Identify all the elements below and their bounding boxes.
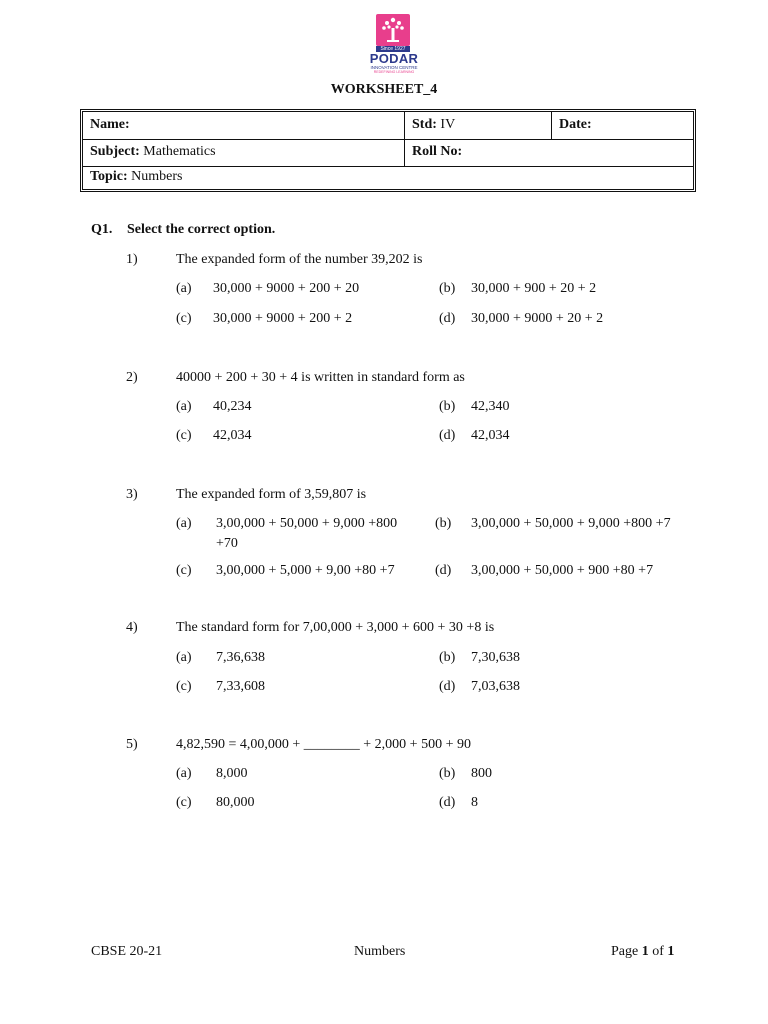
option-text: 800 (471, 766, 492, 781)
question-number: 4) (126, 620, 138, 635)
subject-label: Subject: (90, 144, 140, 159)
option-text: 42,034 (471, 428, 510, 443)
worksheet-title: WORKSHEET_4 (330, 82, 438, 97)
info-row-2 (83, 139, 693, 167)
question-number: 5) (126, 737, 138, 752)
tree-icon (376, 14, 410, 46)
logo-brand: PODAR (369, 51, 419, 66)
logo-since: Since 1927 (376, 46, 410, 52)
option-text: 80,000 (216, 795, 255, 810)
info-row-1 (83, 112, 693, 140)
topic-cell (83, 166, 693, 189)
option-text: 7,36,638 (216, 650, 265, 665)
option-text: 42,340 (471, 399, 510, 414)
name-label: Name: (90, 117, 130, 132)
page-current: 1 (641, 944, 649, 959)
std-cell (404, 112, 551, 139)
option-label: (b) (439, 650, 456, 665)
section-instruction: Select the correct option. (127, 222, 276, 237)
question-text: 4,82,590 = 4,00,000 + ________ + 2,000 + 500 + 90 (176, 737, 471, 752)
option-text: 42,034 (213, 428, 252, 443)
option-label: (b) (439, 766, 456, 781)
footer-center: Numbers (354, 944, 406, 959)
logo-subtitle: INNOVATION CENTRE (370, 65, 418, 70)
question-text: The standard form for 7,00,000 + 3,000 + 600 + 30 +8 is (176, 620, 495, 635)
student-info-table (80, 109, 696, 192)
option-label: (a) (176, 650, 192, 665)
option-label: (d) (439, 679, 456, 694)
section-heading (91, 222, 275, 238)
question-text: The expanded form of the number 39,202 is (176, 252, 423, 267)
topic-label: Topic: (90, 169, 128, 184)
option-label: (b) (439, 399, 456, 414)
std-label: Std: (412, 117, 437, 132)
info-row-3 (83, 166, 693, 189)
option-label: (d) (439, 311, 456, 326)
subject-value: Mathematics (143, 144, 216, 159)
footer-page-number (611, 944, 674, 960)
logo-tagline: REDEFINING LEARNING (373, 70, 415, 74)
std-value: IV (440, 117, 456, 132)
option-label: (c) (176, 563, 192, 578)
option-label: (a) (176, 516, 192, 531)
option-label: (b) (439, 281, 456, 296)
option-text: 7,30,638 (471, 650, 520, 665)
option-text: 8,000 (216, 766, 248, 781)
page-of: of (648, 944, 668, 959)
option-text: 30,000 + 9000 + 20 + 2 (471, 311, 604, 326)
option-text: 8 (471, 795, 478, 810)
option-text: 3,00,000 + 50,000 + 9,000 +800 (216, 516, 398, 531)
option-label: (c) (176, 428, 192, 443)
question-text: The expanded form of 3,59,807 is (176, 487, 367, 502)
option-text: 3,00,000 + 50,000 + 900 +80 +7 (471, 563, 654, 578)
question-number: 2) (126, 370, 138, 385)
option-text: 30,000 + 9000 + 200 + 2 (213, 311, 353, 326)
question-number: 1) (126, 252, 138, 267)
name-cell (83, 112, 404, 139)
option-label: (c) (176, 795, 192, 810)
option-text: 7,03,638 (471, 679, 520, 694)
option-text: 3,00,000 + 50,000 + 9,000 +800 +7 (471, 516, 671, 531)
roll-label: Roll No: (412, 144, 463, 159)
option-label: (d) (439, 795, 456, 810)
section-number: Q1. (91, 222, 113, 237)
date-label: Date: (559, 117, 592, 132)
date-cell (551, 112, 693, 139)
option-text: 30,000 + 9000 + 200 + 20 (213, 281, 360, 296)
option-text: 40,234 (213, 399, 252, 414)
option-label: (b) (435, 516, 452, 531)
option-label: (a) (176, 399, 192, 414)
option-text: 7,33,608 (216, 679, 265, 694)
podar-logo (363, 12, 425, 74)
option-label: (c) (176, 679, 192, 694)
option-text: 30,000 + 900 + 20 + 2 (471, 281, 597, 296)
option-label: (d) (439, 428, 456, 443)
roll-cell (404, 139, 693, 166)
topic-value: Numbers (131, 169, 183, 184)
page-total: 1 (667, 944, 675, 959)
option-label: (a) (176, 766, 192, 781)
option-text-continued: +70 (216, 536, 238, 551)
page-prefix: Page (611, 944, 642, 959)
question-text: 40000 + 200 + 30 + 4 is written in standard form as (176, 370, 465, 385)
option-label: (c) (176, 311, 192, 326)
option-text: 3,00,000 + 5,000 + 9,00 +80 +7 (216, 563, 395, 578)
subject-cell (83, 139, 404, 166)
footer-left: CBSE 20-21 (91, 944, 163, 959)
option-label: (d) (435, 563, 452, 578)
question-number: 3) (126, 487, 138, 502)
option-label: (a) (176, 281, 192, 296)
